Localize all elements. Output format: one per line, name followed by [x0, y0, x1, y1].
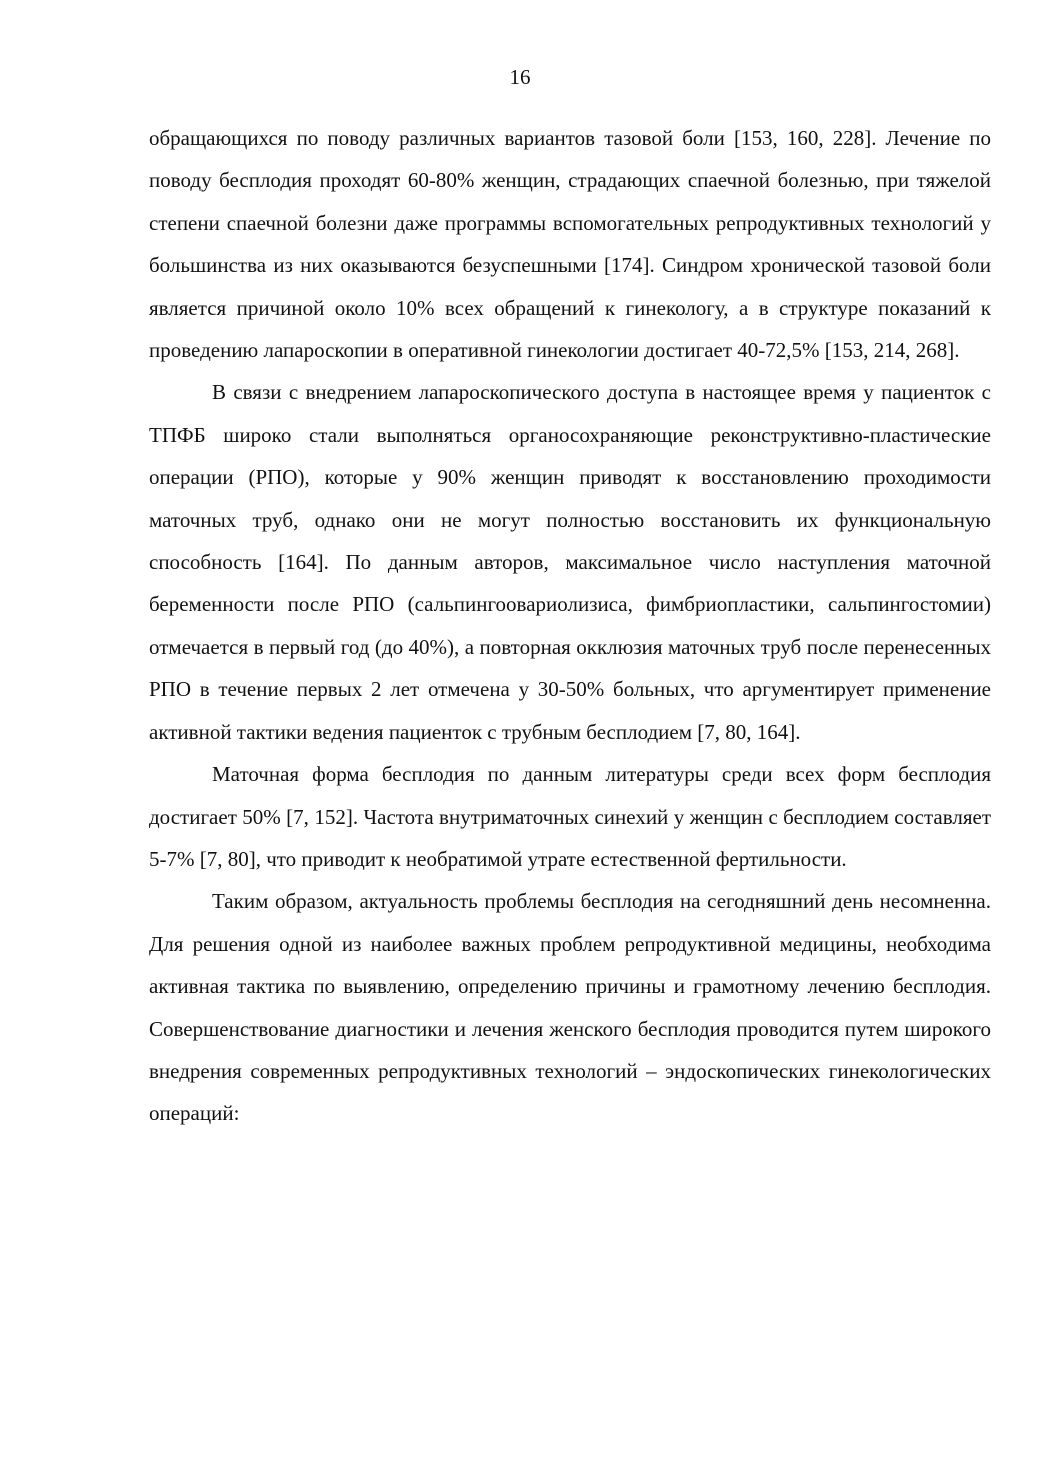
paragraph-laparoscopic-access: В связи с внедрением лапароскопического доступа в настоящее время у пациенток с ТПФБ широко стали выполняться органосохраняющие реконструктивно-пластические операции (РПО), которые у 90% женщин приводят к восстановлению проходимости маточных труб, однако они не могут полностью восстановить их функциональную способность [164]. По данным авторов, максимальное число наступления маточной беременности после РПО (сальпингоовариолизиса, фимбриопластики, сальпингостомии) отмечается в первый год (до 40%), а повторная окклюзия маточных труб после перенесенных РПО в течение первых 2 лет отмечена у 30-50% больных, что аргументирует применение активной тактики ведения пациенток с трубным бесплодием [7, 80, 164].: [149, 380, 991, 744]
document-body: [149, 117, 991, 1135]
paragraph-uterine-infertility: Маточная форма бесплодия по данным литературы среди всех форм бесплодия достигает 50% [7, 152]. Частота внутриматочных синехий у женщин с бесплодием составляет 5-7% [7, 80], что приводит к необратимой утрате естественной фертильности.: [149, 762, 991, 871]
page-number: 16: [509, 65, 531, 89]
paragraph-conclusion: Таким образом, актуальность проблемы бесплодия на сегодняшний день несомненна. Для решения одной из наиболее важных проблем репродуктивной медицины, необходима активная тактика по выявлению, определению причины и грамотному лечению бесплодия. Совершенствование диагностики и лечения женского бесплодия проводится путем широкого внедрения современных репродуктивных технологий – эндоскопических гинекологических операций:: [149, 889, 991, 1126]
paragraph-pelvic-pain-continuation: обращающихся по поводу различных вариантов тазовой боли [153, 160, 228]. Лечение по поводу бесплодия проходят 60-80% женщин, страдающих спаечной болезнью, при тяжелой степени спаечной болезни даже программы вспомогательных репродуктивных технологий у большинства из них оказываются безуспешными [174]. Синдром хронической тазовой боли является причиной около 10% всех обращений к гинекологу, а в структуре показаний к проведению лапароскопии в оперативной гинекологии достигает 40-72,5% [153, 214, 268].: [149, 126, 991, 363]
